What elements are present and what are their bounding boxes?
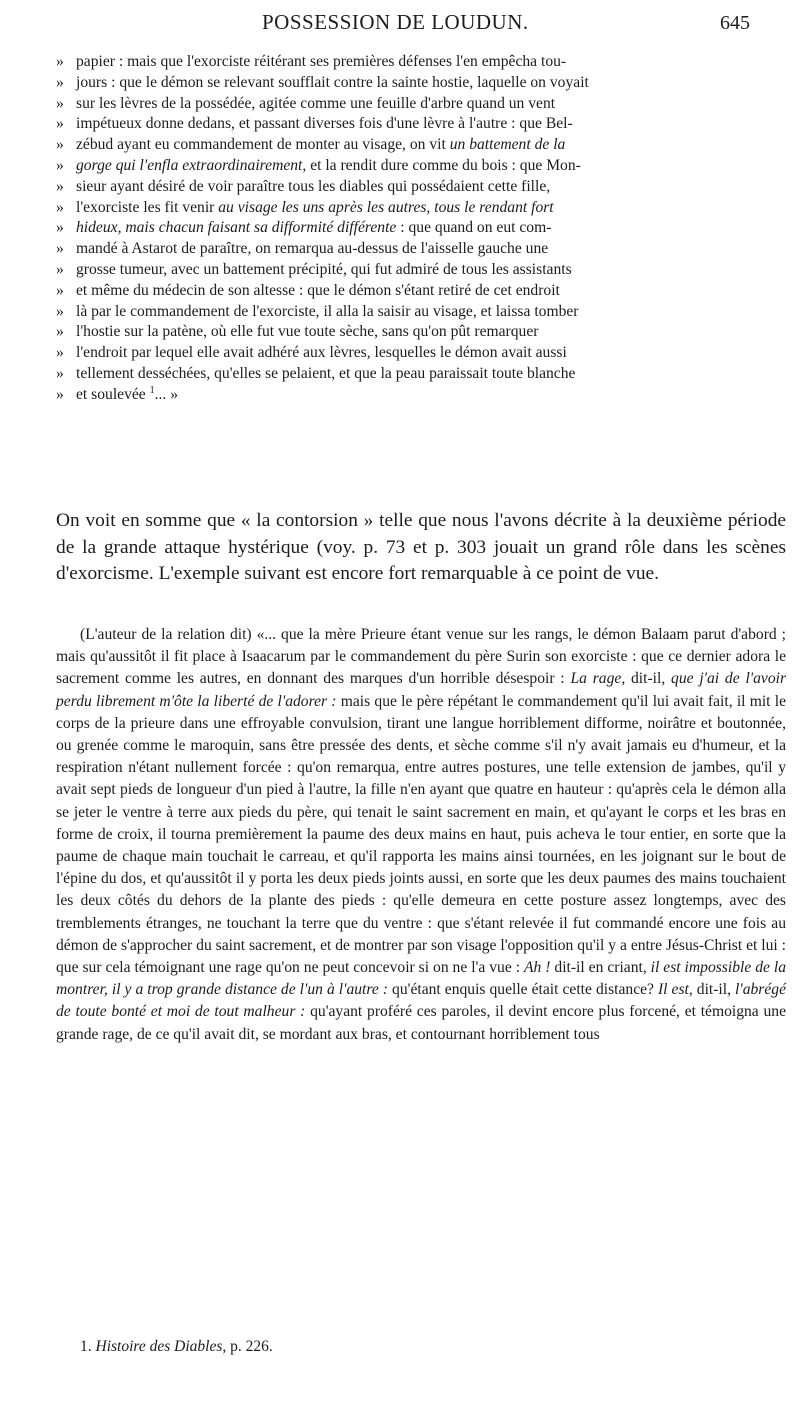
- footnote-ref: 1: [149, 384, 155, 396]
- quote-line: » et soulevée $^1$... »: [56, 384, 178, 403]
- footnote: 1. Histoire des Diables, p. 226.: [80, 1338, 273, 1355]
- running-title: POSSESSION DE LOUDUN.: [262, 10, 529, 34]
- quote-line: » jours : que le démon se relevant soufflait contre la sainte hostie, laquelle on voyait: [56, 73, 589, 91]
- quote-line: » là par le commandement de l'exorciste, il alla la saisir au visage, et laissa tomber: [56, 302, 579, 320]
- quote-line: » sur les lèvres de la possédée, agitée comme une feuille d'arbre quand un vent: [56, 94, 556, 112]
- quote-line: » sieur ayant désiré de voir paraître tous les diables qui possédaient cette fille,: [56, 177, 551, 195]
- quote-line: » zébud ayant eu commandement de monter au visage, on vit un battement de la: [56, 136, 566, 154]
- main-paragraph: On voit en somme que « la contorsion » telle que nous l'avons décrite à la deuxième période de la grande attaque hystérique (voy. p. 73 et p. 303 jouait un grand rôle dans les scènes d'exorcisme. L'exemple suivant est encore fort remarquable à ce point de vue.: [56, 510, 786, 584]
- quote-line: » gorge qui l'enfla extraordinairement, et la rendit dure comme du bois : que Mon-: [56, 156, 581, 174]
- quote-line: » mandé à Astarot de paraître, on remarqua au-dessus de l'aisselle gauche une: [56, 240, 549, 258]
- page-header: [0, 10, 800, 44]
- quote-line: » l'hostie sur la patène, où elle fut vue toute sèche, sans qu'on pût remarquer: [56, 323, 539, 341]
- quote-line: » grosse tumeur, avec un battement précipité, qui fut admiré de tous les assistants: [56, 260, 572, 278]
- quote-line: » et même du médecin de son altesse : que le démon s'étant retiré de cet endroit: [56, 281, 560, 299]
- page-number: 645: [720, 12, 750, 34]
- quoted-passage: [56, 52, 786, 406]
- quote-line: » l'exorciste les fit venir au visage les uns après les autres, tous le rendant fort: [56, 198, 554, 216]
- quote-line: » l'endroit par lequel elle avait adhéré aux lèvres, lesquelles le démon avait aussi: [56, 344, 567, 362]
- quote-line: » impétueux donne dedans, et passant diverses fois d'une lèvre à l'autre : que Bel-: [56, 115, 573, 133]
- quote-line: » tellement desséchées, qu'elles se pelaient, et que la peau paraissait toute blanche: [56, 364, 576, 382]
- quote-line: » hideux, mais chacun faisant sa difformité différente : que quand on eut com-: [56, 219, 552, 237]
- relation-paragraph: (L'auteur de la relation dit) «... que la mère Prieure étant venue sur les rangs, le démon Balaam parut d'abord ; mais qu'aussitôt il fit place à Isaacarum par le commandement du père Surin son exorciste : que ce dernier adora le sacrement comme les autres, en donnant des marques d'un horrible désespoir : La rage, dit-il, que j'ai de l'avoir perdu librement m'ôte la liberté de l'adorer : mais que le père répétant le commandement qu'il lui avait fait, il mit le corps de la prieure dans une effroyable convulsion, tirant une langue horriblement difforme, noirâtre et boutonnée, ou grenée comme le maroquin, sans être pressée des dents, et sèche comme s'il n'y avait jamais eu d'humeur, et la respiration n'étant nullement forcée : qu'on remarqua, entre autres postures, une telle extension de jambes, qu'il y avait sept pieds de longueur d'un pied à l'autre, la fille n'en ayant que quatre en hauteur : qu'après cela le démon alla se jeter le ventre à terre aux pieds du père, qui tenait le saint sacrement en main, et qu'ayant le corps et les bras en forme de croix, il tourna premièrement la paume des deux mains en haut, puis acheva le tour entier, en sorte que la paume de chaque main touchait le carreau, et qu'il rapporta les mains ainsi tournées, en les joignant sur le bout de l'épine du dos, et qu'aussitôt il y porta les deux pieds joints aussi, en sorte que les deux paumes des mains touchaient les deux côtés du dehors de la plante des pieds : qu'elle demeura en cette posture assez longtemps, avec des tremblements étranges, ne touchant la terre que du ventre : que s'étant relevée il fut commandé encore une fois au démon de s'approcher du saint sacrement, et de montrer par son visage l'opposition qu'il y a entre Jésus-Christ et lui : que sur cela témoignant une rage qu'on ne peut concevoir si on ne l'a vue : Ah ! dit-il en criant, il est impossible de la montrer, il y a trop grande distance de l'un à l'autre : qu'étant enquis quelle était cette distance? Il est, dit-il, l'abrégé de toute bonté et moi de tout malheur : qu'ayant proféré ces paroles, il devint encore plus forcené, et témoigna une grande rage, de ce qu'il avait dit, se mordant aux bras, et contournant horriblement tous: [56, 626, 787, 1043]
- quote-line: » papier : mais que l'exorciste réitérant ses premières défenses l'en empêcha tou-: [56, 53, 567, 70]
